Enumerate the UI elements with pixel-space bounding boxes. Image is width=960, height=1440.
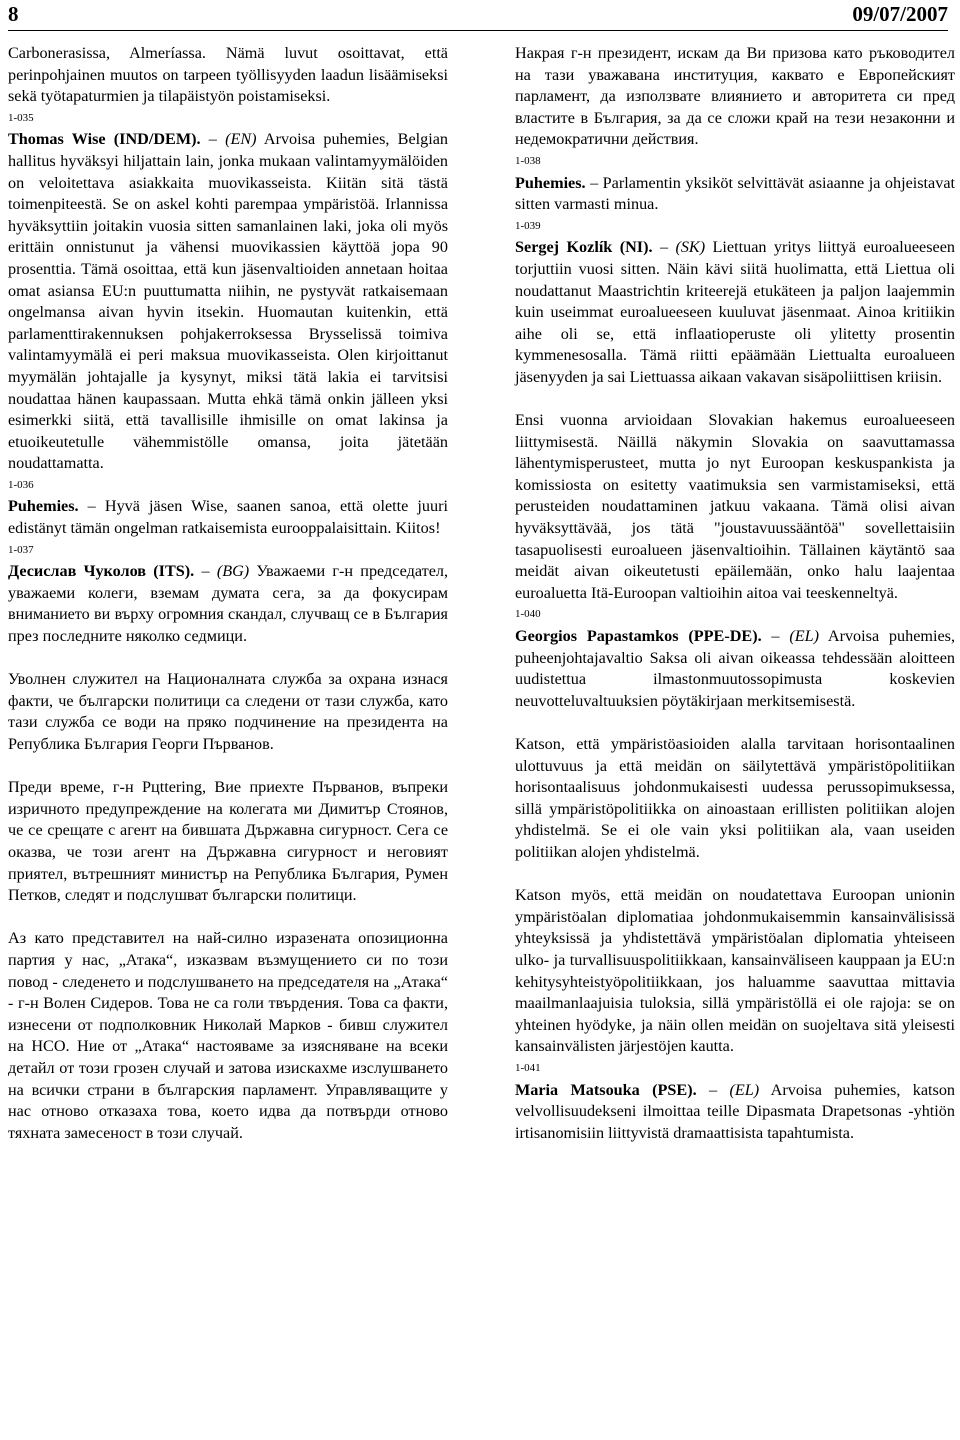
entry-1-041 bbox=[515, 1080, 955, 1145]
paragraph: Ensi vuonna arvioidaan Slovakian hakemus euroalueeseen liittymisestä. Näillä näkymin Slovakia on saavuttamassa lähentymisperusteet, mutta jo nyt Euroopan keskuspankista ja komissiosta on esitetty vaatimuksia sen varmistamiseksi, että perusteiden noudattaminen jatkuu vakaana. Tämä olisi aivan hyväksyttävää, jos tätä "joustavuussääntöä" sovellettaisiin tasapuolisesti euroalueen jäsenvaltioihin. Tällainen käytäntö saa meidät aivan oikeutetusti epäilemään, onko halu laajentaa euroaluetta Itä-Euroopan valtioihin aitoa vai teeskenneltyä. bbox=[515, 411, 955, 602]
speech-text: Arvoisa puhemies, puheenjohtajavaltio Saksa oli aivan oikeassa tehdessään aloitteen uudistettua ilmastonmuutossopimusta koskevien neuvotteluvaltuuksien pöytäkirjaan merkitsemisestä. bbox=[515, 627, 955, 710]
speech-text: Liettuan yritys liittyä euroalueeseen torjuttiin vuosi sitten. Näin kävi siitä huolimatta, että Liettua oli noudattanut Maastrichtin kriteerejä etukäteen ja paljon laajemmin kuin useimmat euroalueeseen kuuluvat jäsenmaat. Ainoa kritiikin aihe oli se, että inflaatioperuste oli ylitetty prosentin kymmenesosalla. Tämä riitti epäämään Liettualta euroalueen jäsenyyden ja sai Liettuassa aikaan vakavan sisäpoliittisen kriisin. bbox=[515, 238, 955, 386]
paragraph: Katson myös, että meidän on noudatettava Euroopan unionin ympäristöalan diplomatiaa johdonmukaisemmin kansainvälisissä yhteyksissä ja yhdistettävä ympäristöalan diplomatia yhteiseen ulko- ja turvallisuuspolitiikkaan, kansainväliseen kauppaan ja EU:n kehitysyhteistyöpolitiikkaan, jos haluamme saavuttaa mittavia maailmanlaajuisia tuloksia, sillä ympäristöllä ei ole rajoja: se on yhteinen hyödyke, ja näin ollen meidän on suojeltava sitä yleisesti kansainvälisten järjestöjen kautta. bbox=[515, 886, 955, 1056]
page-number: 8 bbox=[8, 2, 19, 26]
header-rule bbox=[8, 30, 948, 31]
language-tag: (EL) bbox=[789, 627, 819, 646]
speaker-name: Puhemies. bbox=[8, 497, 79, 516]
speech-text: Hyvä jäsen Wise, saanen sanoa, että olette juuri edistänyt tämän ongelman ratkaisemista eurooppalaisittain. Kiitos! bbox=[8, 497, 449, 538]
entry-1-039 bbox=[515, 237, 955, 388]
entry-ref-1-040: 1-040 bbox=[515, 608, 541, 621]
paragraph: Накрая г-н президент, искам да Ви призова като ръководител на тази уважавана институция, каквато е Европейският парламент, да използвате влиянието и авторитета си пред властите в България, за да се сложи край на тези незаконни и недемократични действия. bbox=[515, 44, 955, 149]
language-tag: (SK) bbox=[675, 238, 706, 257]
language-tag: (EN) bbox=[225, 130, 257, 149]
entry-1-035 bbox=[8, 129, 448, 475]
speaker-name: Десислав Чуколов (ITS). bbox=[8, 562, 195, 581]
dash: – bbox=[194, 562, 217, 581]
paragraph-continuation: Carbonerasissa, Almeríassa. Nämä luvut osoittavat, että perinpohjainen muutos on tarpeen työllisyyden laadun lisäämiseksi sekä työtapaturmien ja tilapäistyön poistamiseksi. bbox=[8, 44, 448, 106]
dash: – bbox=[761, 627, 790, 646]
paragraph: Уволнен служител на Националната служба за охрана изнася факти, че български политици са следени от тази служба, като тази служба се води на пряко подчинение на президента на Република България Георги Първанов. bbox=[8, 670, 448, 753]
paragraph: Katson, että ympäristöasioiden alalla tarvitaan horisontaalinen ulottuvuus ja että meidän on säilytettävä ympäristöpolitiikan horisontaalisuus johdonmukaisesti uudessa perussopimuksessa, sillä ympäristöpolitiikka on ainoastaan erillisten politiikan alojen yhdistelmä. Se ei ole vain yksi politiikan ala, vaan useiden politiikan alojen yhdistelmä. bbox=[515, 735, 955, 861]
speech-text: Уважаеми г-н председател, уважаеми колеги, вземам думата сега, за да фокусирам вниманието ви върху огромния скандал, случващ се в България през последните няколко седмици. bbox=[8, 562, 448, 646]
page-date: 09/07/2007 bbox=[852, 2, 948, 26]
speaker-name: Sergej Kozlík (NI). bbox=[515, 238, 653, 257]
entry-ref-1-036: 1-036 bbox=[8, 478, 34, 491]
paragraph: Аз като представител на най-силно изразената опозиционна партия у нас, „Атака“, изказвам възмущението си по този повод - следенето и подслушването на председателя на „Атака“ - г-н Волен Сидеров. Това не са голи твърдения. Това са факти, изнесени от подполковник Николай Марков - бивш служител на НСО. Ние от „Атака“ настояваме за изясняване на всеки детайл от този грозен случай и затова изискахме изслушването на всички страни в българския парламент. Управляващите у нас отново отказаха това, което идва да потвърди отново тяхната замесеност в този случай. bbox=[8, 929, 448, 1142]
speech-text: Arvoisa puhemies, katson velvollisuudekseni ilmoittaa teille Dipasmata Drapetsonas -yhtiön irtisanomisiin liittyvistä dramaattisista tapahtumista. bbox=[515, 1080, 956, 1142]
entry-1-040 bbox=[515, 626, 955, 712]
right-column bbox=[515, 43, 955, 1144]
speaker-name: Georgios Papastamkos (PPE-DE). bbox=[515, 627, 762, 646]
paragraph: Преди време, г-н Pцttering, Вие приехте Първанов, въпреки изричното предупреждение на колегата ми Димитър Стоянов, че се срещате с агент на бившата Държавна сигурност. Сега се оказва, че този агент на Държавна сигурност и неговият приятел, вътрешният министър на Република България, Румен Петков, следят и подслушват български политици. bbox=[8, 778, 448, 905]
entry-ref-1-035: 1-035 bbox=[8, 111, 34, 124]
dash: – bbox=[78, 497, 105, 516]
language-tag: (EL) bbox=[729, 1080, 760, 1099]
entry-ref-1-041: 1-041 bbox=[515, 1061, 541, 1074]
dash: – bbox=[696, 1080, 730, 1099]
language-tag: (BG) bbox=[216, 562, 250, 581]
entry-1-037 bbox=[8, 561, 448, 647]
entry-ref-1-039: 1-039 bbox=[515, 219, 541, 232]
dash: – bbox=[652, 238, 676, 257]
entry-ref-1-037: 1-037 bbox=[8, 543, 34, 556]
speaker-name: Puhemies. bbox=[515, 173, 586, 192]
dash: – bbox=[200, 130, 226, 149]
entry-ref-1-038: 1-038 bbox=[515, 154, 541, 167]
left-column bbox=[8, 43, 448, 1144]
speaker-name: Thomas Wise (IND/DEM). bbox=[8, 130, 201, 149]
entry-1-038 bbox=[515, 173, 955, 216]
dash: – bbox=[585, 173, 603, 192]
speech-text: Arvoisa puhemies, Belgian hallitus hyväksyi hiljattain lain, jonka mukaan valintamyymälöiden on veloitettava asiakkaita muovikasseista. Kiitän sitä tästä toimenpiteestä. Se on askel kohti parempaa ympäristöä. Irlannissa hyväksyttiin joitakin vuosia sitten samanlainen laki, joka oli myös erittäin onnistunut ja vähensi muovikassien käyttöä jopa 90 prosenttia. Tämä osoittaa, että kun jäsenvaltioiden annetaan hoitaa omat asiansa EU:n puuttumatta niihin, ne pystyvät ratkaisemaan ongelmansa aivan hyvin itsekin. Huomautan kuitenkin, että parlamenttirakennuksen pohjakerroksessa Brysselissä toimiva valintamyymälä ei peri maksua muovikasseista. Olen kirjoittanut myymälän johtajalle ja kysynyt, miksi tätä lakia ei tarvitsisi noudattaa hänen kaupassaan. Mutta ehkä tämä onkin jälleen yksi esimerkki siitä, että tavallisille ihmisille on omat lakinsa ja etuoikeutetulle vähemmistölle omansa, joita jätetään noudattamatta. bbox=[8, 130, 448, 473]
page-header bbox=[8, 0, 948, 30]
speech-text: Parlamentin yksiköt selvittävät asiaanne ja ohjeistavat sitten varmasti minua. bbox=[515, 173, 956, 214]
speaker-name: Maria Matsouka (PSE). bbox=[515, 1080, 697, 1099]
entry-1-036 bbox=[8, 496, 448, 539]
